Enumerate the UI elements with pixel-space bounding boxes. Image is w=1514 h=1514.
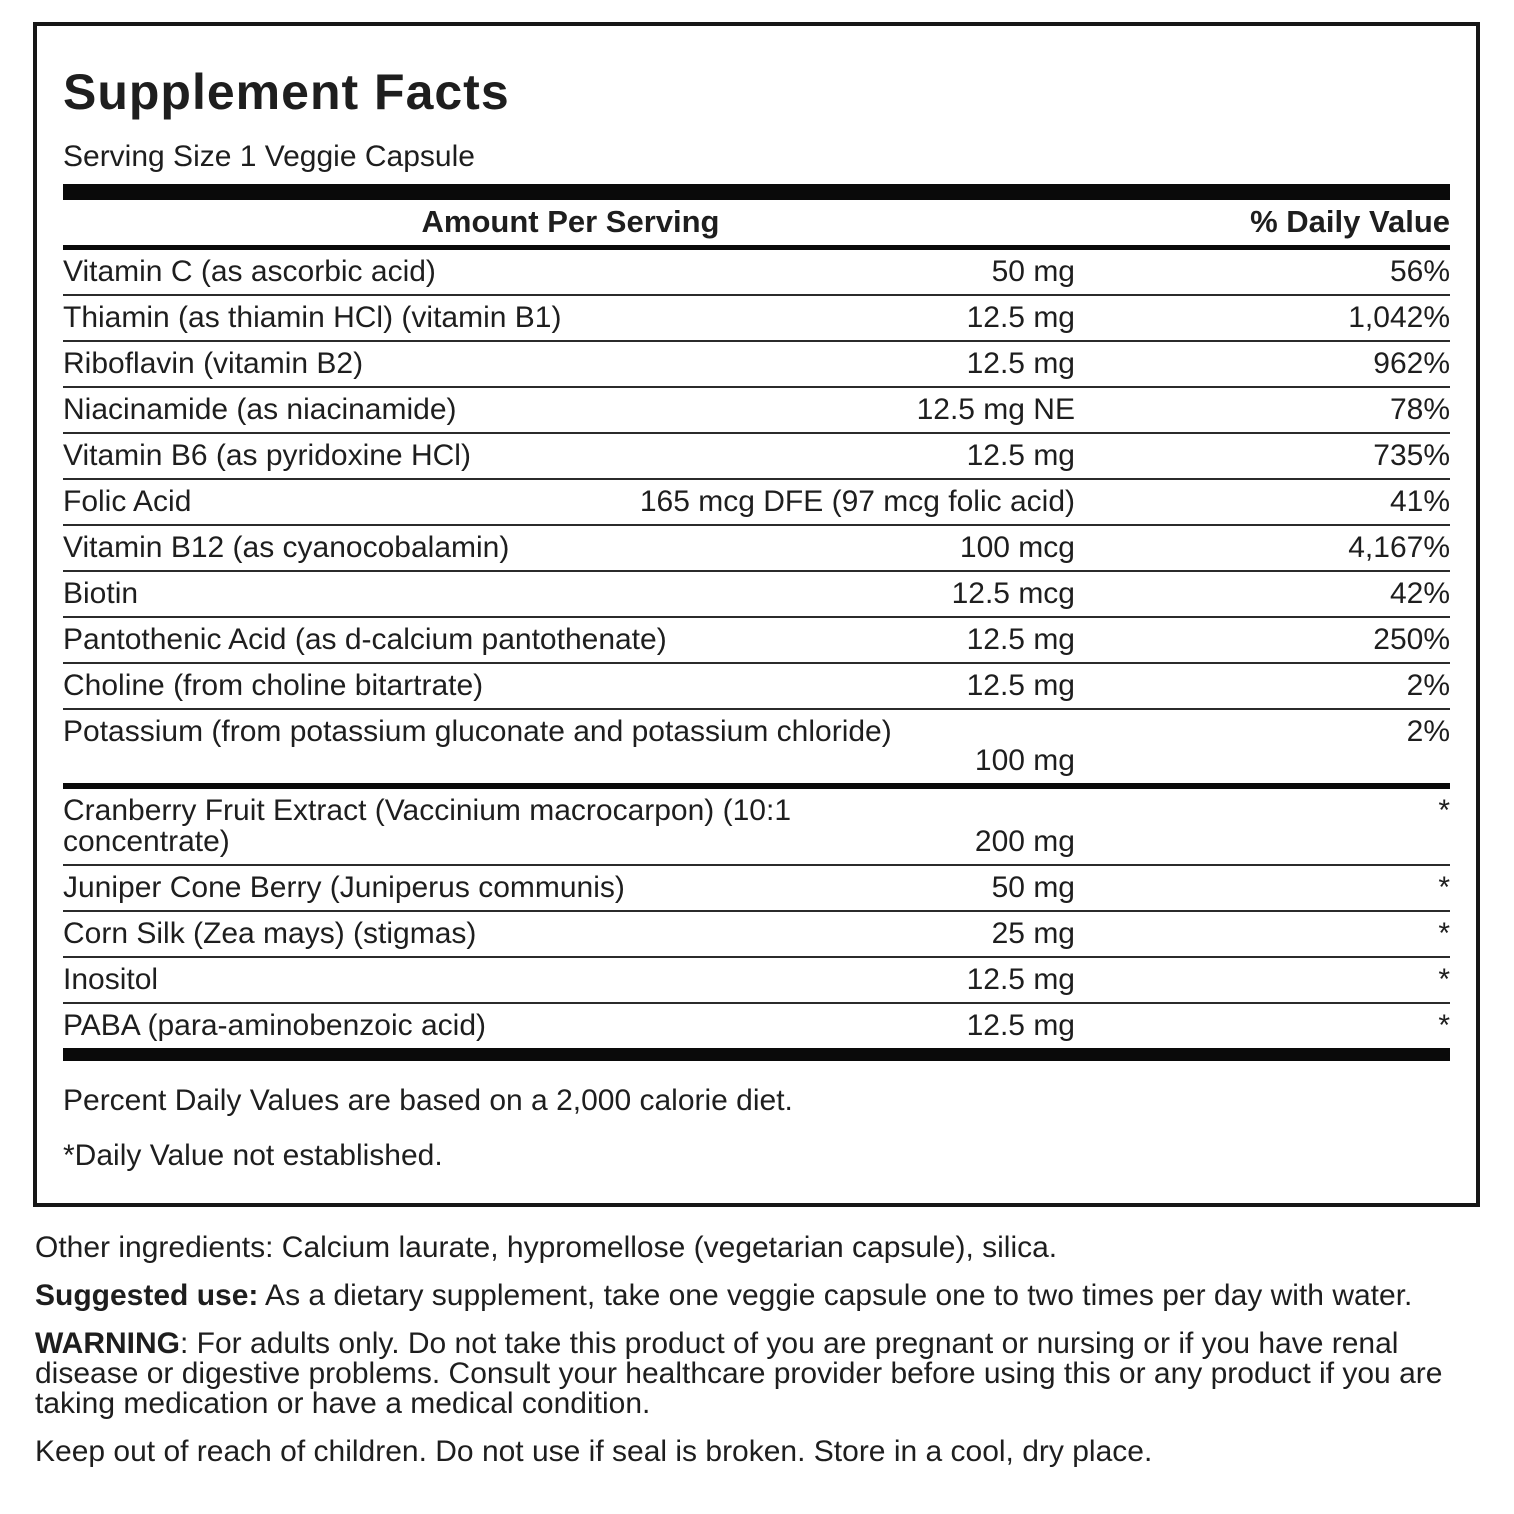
- ingredient-name: [63, 578, 1450, 609]
- ingredient-name: [63, 302, 1450, 333]
- ingredient-daily-value: *: [1438, 917, 1450, 951]
- serving-size-text: Serving Size 1 Veggie Capsule: [63, 139, 475, 173]
- ingredient-row: [63, 478, 1450, 524]
- warning-lead: WARNING: [35, 1327, 180, 1360]
- ingredient-row: [63, 864, 1450, 910]
- ingredient-amount: 50 mg: [991, 255, 1075, 289]
- ingredient-daily-value: *: [1438, 871, 1450, 905]
- ingredient-name-line: PABA (para-aminobenzoic acid): [63, 1009, 486, 1043]
- daily-value-header: % Daily Value: [1250, 204, 1450, 239]
- ingredient-daily-value: 2%: [1406, 669, 1450, 703]
- ingredient-amount: 12.5 mg: [966, 1009, 1075, 1043]
- ingredient-amount: 25 mg: [991, 917, 1075, 951]
- ingredient-name-line: Juniper Cone Berry (Juniperus communis): [63, 871, 625, 905]
- ingredient-daily-value: 41%: [1389, 485, 1450, 519]
- ingredient-amount: 12.5 mg: [966, 347, 1075, 381]
- ingredient-amount: 12.5 mg: [966, 669, 1075, 703]
- ingredient-amount: 12.5 mg NE: [916, 393, 1075, 427]
- other-ingredients-text: Other ingredients: Calcium laurate, hypromellose (vegetarian capsule), silica.: [35, 1231, 1058, 1264]
- ingredient-name-line: Choline (from choline bitartrate): [63, 669, 484, 703]
- ingredient-amount: 12.5 mg: [966, 439, 1075, 473]
- top-thick-bar: [63, 184, 1450, 200]
- ingredient-daily-value: 78%: [1389, 393, 1450, 427]
- ingredient-row: [63, 524, 1450, 570]
- ingredient-name: [63, 532, 1450, 563]
- bottom-thick-bar: [63, 1048, 1450, 1061]
- ingredient-name-line: Riboflavin (vitamin B2): [63, 347, 364, 381]
- ingredient-row: [63, 250, 1450, 294]
- ingredient-row: [63, 1002, 1450, 1048]
- ingredient-row: [63, 432, 1450, 478]
- ingredient-daily-value: 1,042%: [1348, 301, 1450, 335]
- table-header: [63, 200, 1450, 245]
- ingredient-amount: 100 mcg: [959, 531, 1075, 565]
- ingredient-name-line: Thiamin (as thiamin HCl) (vitamin B1): [63, 301, 562, 335]
- below-label-text: [35, 1233, 1485, 1485]
- ingredient-daily-value: 250%: [1373, 623, 1450, 657]
- suggested-use-text: Suggested use: As a dietary supplement, take one veggie capsule one to two times per day with water.: [35, 1279, 1413, 1312]
- ingredient-name: [63, 394, 1450, 425]
- ingredient-row: [63, 616, 1450, 662]
- ingredient-amount: 100 mg: [974, 744, 1075, 778]
- ingredient-amount: 12.5 mcg: [951, 577, 1075, 611]
- ingredient-amount: 50 mg: [991, 871, 1075, 905]
- ingredient-name: [63, 440, 1450, 471]
- panel-title: Supplement Facts: [63, 64, 510, 120]
- ingredient-name-line: Niacinamide (as niacinamide): [63, 393, 457, 427]
- ingredient-name: [63, 624, 1450, 655]
- supplement-facts-panel: [33, 22, 1480, 1207]
- ingredient-name: [63, 1010, 1450, 1041]
- ingredient-name: [63, 795, 1450, 857]
- ingredient-name-line: Vitamin B12 (as cyanocobalamin): [63, 531, 510, 565]
- ingredient-daily-value: *: [1438, 794, 1450, 828]
- ingredient-daily-value: *: [1438, 963, 1450, 997]
- ingredient-daily-value: 962%: [1373, 347, 1450, 381]
- ingredient-row: [63, 294, 1450, 340]
- ingredient-amount: 12.5 mg: [966, 963, 1075, 997]
- ingredient-daily-value: 735%: [1373, 439, 1450, 473]
- ingredient-amount: 12.5 mg: [966, 301, 1075, 335]
- ingredient-name-line: Vitamin B6 (as pyridoxine HCl): [63, 439, 471, 473]
- ingredient-name: [63, 670, 1450, 701]
- ingredient-name: [63, 716, 1450, 747]
- ingredient-row: [63, 386, 1450, 432]
- ingredient-row: [63, 570, 1450, 616]
- ingredient-row: [63, 662, 1450, 708]
- ingredient-daily-value: 56%: [1389, 255, 1450, 289]
- ingredient-name-line: Vitamin C (as ascorbic acid): [63, 255, 436, 289]
- ingredient-name: [63, 872, 1450, 903]
- ingredient-name-line: concentrate): [63, 825, 230, 859]
- ingredient-daily-value: *: [1438, 1009, 1450, 1043]
- asterisk-footnote: *Daily Value not established.: [63, 1139, 443, 1173]
- ingredient-amount: 200 mg: [974, 825, 1075, 859]
- ingredient-name: [63, 256, 1450, 287]
- ingredient-row: [63, 708, 1450, 783]
- ingredient-table-body: [63, 250, 1450, 1048]
- ingredient-name-line: Cranberry Fruit Extract (Vaccinium macrocarpon) (10:1: [63, 794, 791, 828]
- ingredient-row: [63, 789, 1450, 864]
- warning-text: WARNING: For adults only. Do not take this product of you are pregnant or nursing or if you have renal disease or digestive problems. Consult your healthcare provider before using this or any product if you are taking medication or have a medical condition.: [35, 1327, 1443, 1420]
- ingredient-name: [63, 348, 1450, 379]
- ingredient-name-line: Inositol: [63, 963, 159, 997]
- ingredient-name: [63, 964, 1450, 995]
- ingredient-name-line: Potassium (from potassium gluconate and potassium chloride): [63, 715, 892, 749]
- suggested-use-lead: Suggested use:: [35, 1279, 259, 1312]
- ingredient-amount: 12.5 mg: [966, 623, 1075, 657]
- ingredient-name-line: Pantothenic Acid (as d-calcium pantothenate): [63, 623, 667, 657]
- daily-value-footnote: Percent Daily Values are based on a 2,000 calorie diet.: [63, 1084, 793, 1118]
- storage-text: Keep out of reach of children. Do not use if seal is broken. Store in a cool, dry place.: [35, 1435, 1153, 1468]
- ingredient-row: [63, 910, 1450, 956]
- ingredient-row: [63, 340, 1450, 386]
- amount-per-serving-header: Amount Per Serving: [421, 204, 720, 239]
- ingredient-daily-value: 42%: [1389, 577, 1450, 611]
- ingredient-daily-value: 2%: [1406, 715, 1450, 749]
- ingredient-name-line: Corn Silk (Zea mays) (stigmas): [63, 917, 477, 951]
- ingredient-name: [63, 918, 1450, 949]
- ingredient-daily-value: 4,167%: [1348, 531, 1450, 565]
- ingredient-name-line: Biotin: [63, 577, 139, 611]
- ingredient-name-line: Folic Acid: [63, 485, 192, 519]
- ingredient-amount: 165 mcg DFE (97 mcg folic acid): [639, 485, 1075, 519]
- ingredient-row: [63, 956, 1450, 1002]
